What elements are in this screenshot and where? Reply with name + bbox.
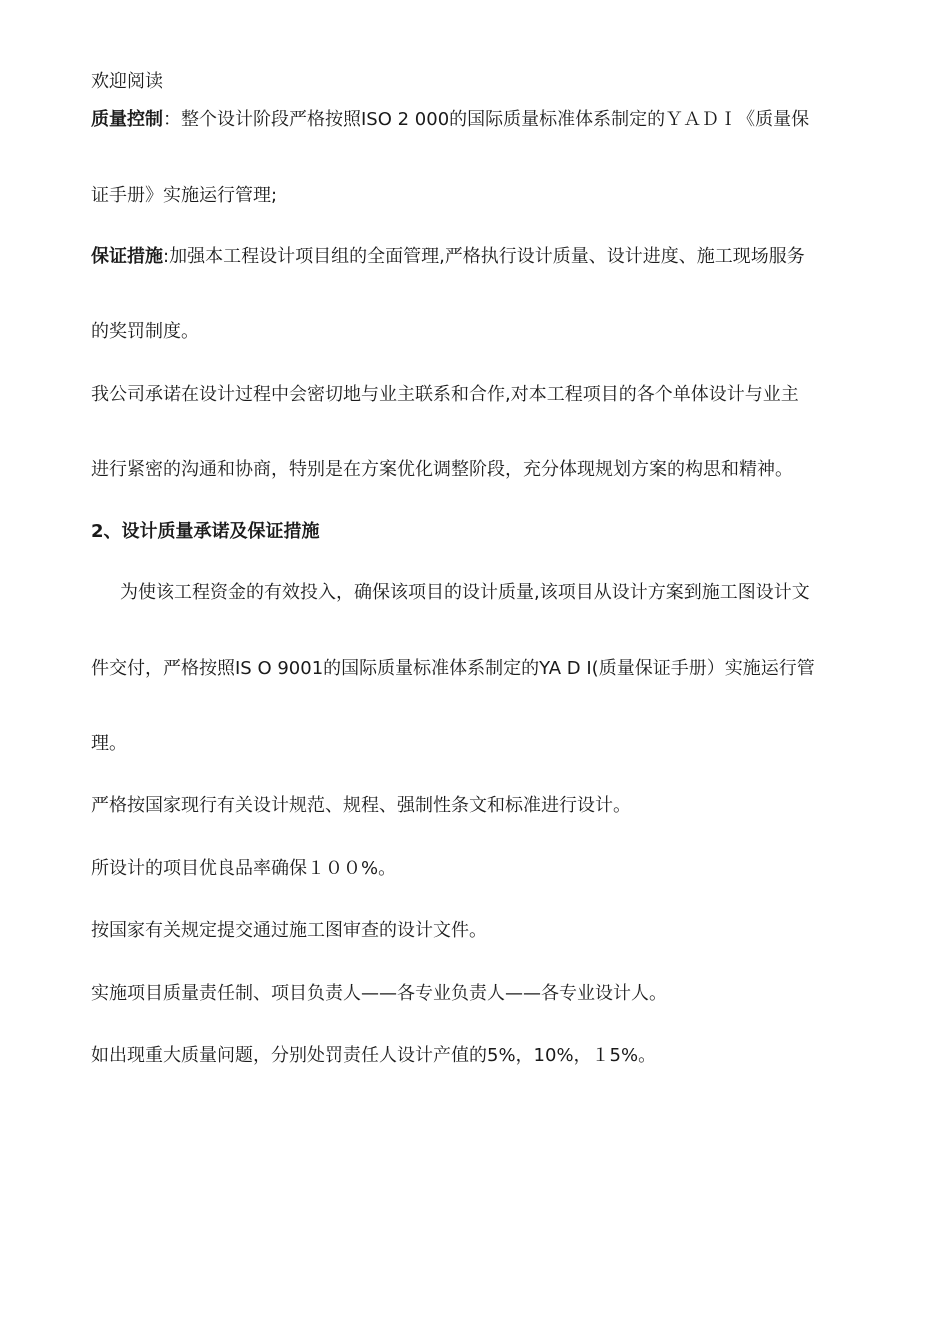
guarantee-measures-text-1: :加强本工程设计项目组的全面管理,严格执行设计质量、设计进度、施工现场服务 bbox=[163, 246, 805, 267]
list-item: 严格按国家现行有关设计规范、规程、强制性条文和标准进行设计。 bbox=[91, 795, 631, 816]
list-item: 所设计的项目优良品率确保１００%。 bbox=[91, 858, 397, 879]
guarantee-measures-line-2: 的奖罚制度。 bbox=[91, 321, 199, 342]
quality-control-label: 质量控制 bbox=[91, 109, 163, 130]
list-item: 实施项目质量责任制、项目负责人——各专业负责人——各专业设计人。 bbox=[91, 983, 667, 1004]
commitment-line-1: 我公司承诺在设计过程中会密切地与业主联系和合作,对本工程项目的各个单体设计与业主 bbox=[91, 384, 799, 405]
commitment-line-2: 进行紧密的沟通和协商，特别是在方案优化调整阶段，充分体现规划方案的构思和精神。 bbox=[91, 459, 793, 480]
list-item: 如出现重大质量问题，分别处罚责任人设计产值的5%，10%，１5%。 bbox=[91, 1045, 657, 1066]
welcome-header: 欢迎阅读 bbox=[91, 71, 163, 92]
guarantee-measures-line-1 bbox=[91, 245, 805, 269]
section-2-paragraph-line-3: 理。 bbox=[91, 733, 127, 754]
section-2-paragraph-line-1: 为使该工程资金的有效投入，确保该项目的设计质量,该项目从设计方案到施工图设计文 bbox=[120, 582, 810, 603]
quality-control-line-1 bbox=[91, 108, 809, 132]
quality-control-line-2: 证手册》实施运行管理; bbox=[91, 185, 278, 206]
quality-control-text-1: ：整个设计阶段严格按照ISO 2 000的国际质量标准体系制定的ＹＡＤＩ《质量保 bbox=[163, 109, 810, 130]
section-2-heading: 2、设计质量承诺及保证措施 bbox=[91, 521, 320, 542]
section-2-paragraph-line-2: 件交付，严格按照IS O 9001的国际质量标准体系制定的YA D I(质量保证手册）实施运行管 bbox=[91, 658, 815, 679]
guarantee-measures-label: 保证措施 bbox=[91, 246, 163, 267]
list-item: 按国家有关规定提交通过施工图审查的设计文件。 bbox=[91, 920, 487, 941]
